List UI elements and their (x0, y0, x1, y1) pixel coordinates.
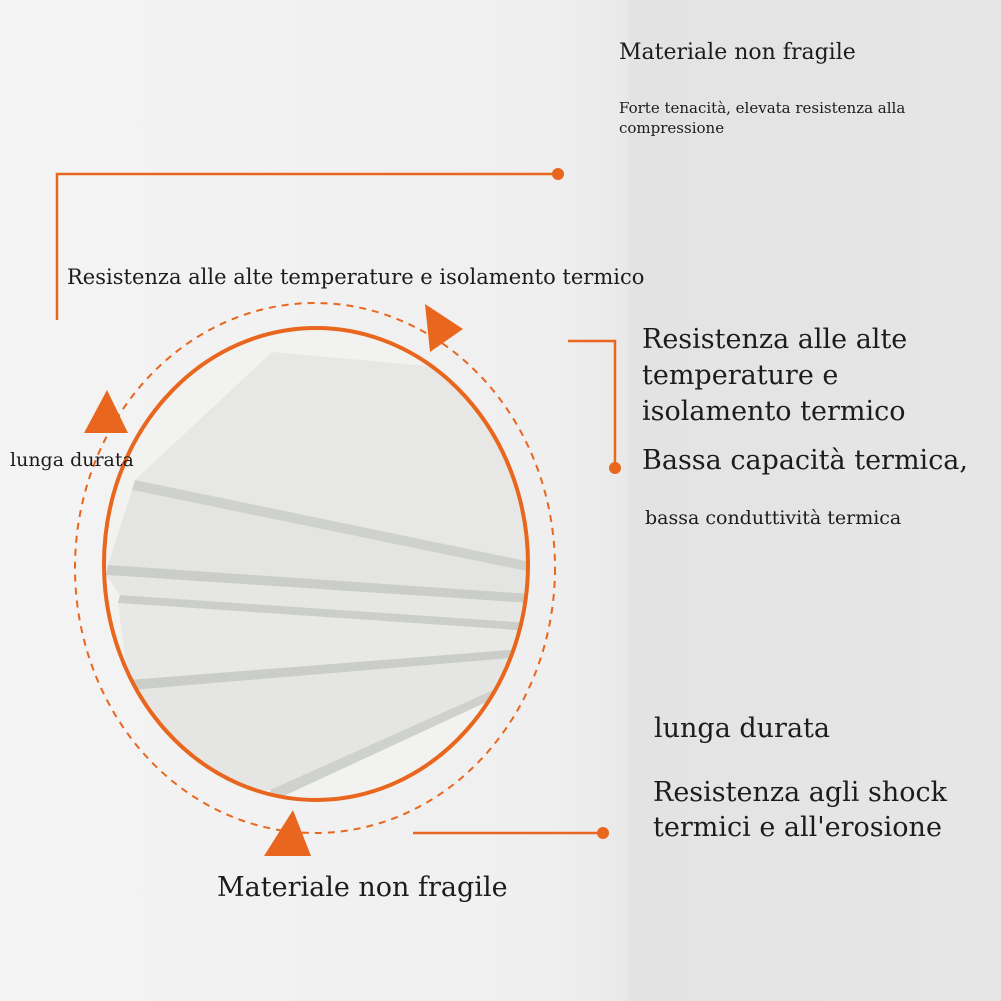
connector-dot-icon (597, 827, 609, 839)
connector-line (57, 174, 558, 320)
connector-dot-icon (552, 168, 564, 180)
feature-desc-toughness: Forte tenacità, elevata resistenza alla compressione (619, 99, 906, 138)
feature-low-conductivity: bassa conduttività termica (645, 507, 902, 529)
orange-arrowhead-icon (84, 390, 128, 433)
feature-heat-resistance: Resistenza alle alte temperature e isolamento termico (642, 324, 908, 427)
connector-dot-icon (609, 462, 621, 474)
feature-durability: lunga durata (654, 713, 831, 744)
caption-non-fragile: Materiale non fragile (217, 872, 508, 903)
connector-line (568, 341, 615, 468)
feature-title-non-fragile: Materiale non fragile (619, 40, 856, 65)
feature-thermal-shock: Resistenza agli shock termici e all'erosione (653, 777, 947, 844)
caption-high-temperature: Resistenza alle alte temperature e isolamento termico (67, 265, 645, 289)
product-photo (90, 320, 560, 820)
caption-long-life: lunga durata (10, 449, 134, 471)
feature-low-heat-capacity: Bassa capacità termica, (642, 445, 968, 476)
